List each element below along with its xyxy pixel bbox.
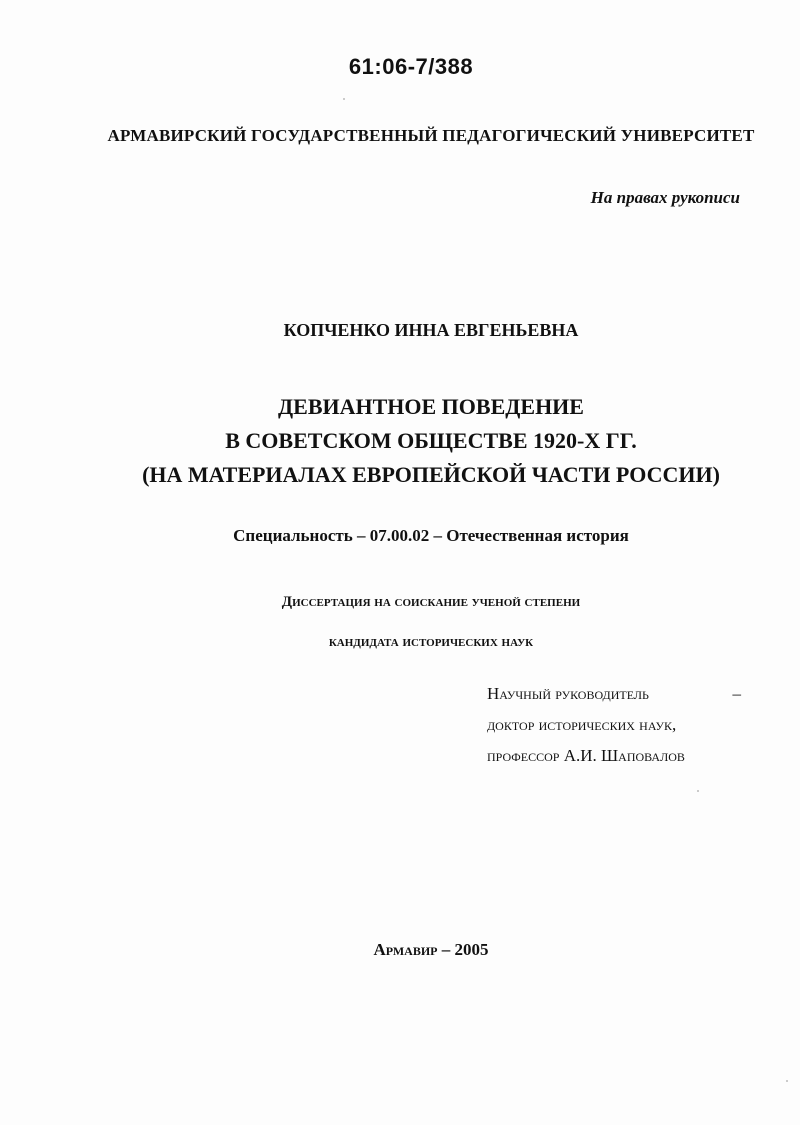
catalog-code: 61:06-7/388	[348, 54, 474, 79]
place-year: Армавир – 2005	[373, 940, 489, 959]
title-line-3: (НА МАТЕРИАЛАХ ЕВРОПЕЙСКОЙ ЧАСТИ РОССИИ)	[142, 462, 720, 487]
degree-line-1: Диссертация на соискание ученой степени	[281, 594, 581, 610]
advisor-name: профессор А.И. Шаповалов	[487, 746, 685, 765]
university-name: АРМАВИРСКИЙ ГОСУДАРСТВЕННЫЙ ПЕДАГОГИЧЕСКИЙ УНИВЕРСИТЕТ	[107, 126, 755, 145]
scientific-advisor	[487, 678, 741, 771]
advisor-role: Научный руководитель	[487, 684, 649, 703]
author-name: КОПЧЕНКО ИННА ЕВГЕНЬЕВНА	[283, 320, 579, 340]
advisor-dash: –	[732, 684, 741, 703]
rights-note: На правах рукописи	[590, 188, 740, 207]
scan-speck	[343, 98, 345, 100]
specialty: Специальность – 07.00.02 – Отечественная история	[233, 526, 629, 545]
advisor-line-1	[487, 678, 741, 709]
scan-speck	[697, 790, 699, 792]
advisor-degree: доктор исторических наук,	[487, 715, 677, 734]
degree-line-2: кандидата исторических наук	[328, 634, 534, 650]
title-line-2: В СОВЕТСКОМ ОБЩЕСТВЕ 1920-Х ГГ.	[225, 428, 637, 453]
title-line-1: ДЕВИАНТНОЕ ПОВЕДЕНИЕ	[278, 394, 584, 419]
dissertation-title	[0, 390, 800, 492]
degree-statement	[0, 582, 800, 662]
scan-speck	[786, 1080, 788, 1082]
